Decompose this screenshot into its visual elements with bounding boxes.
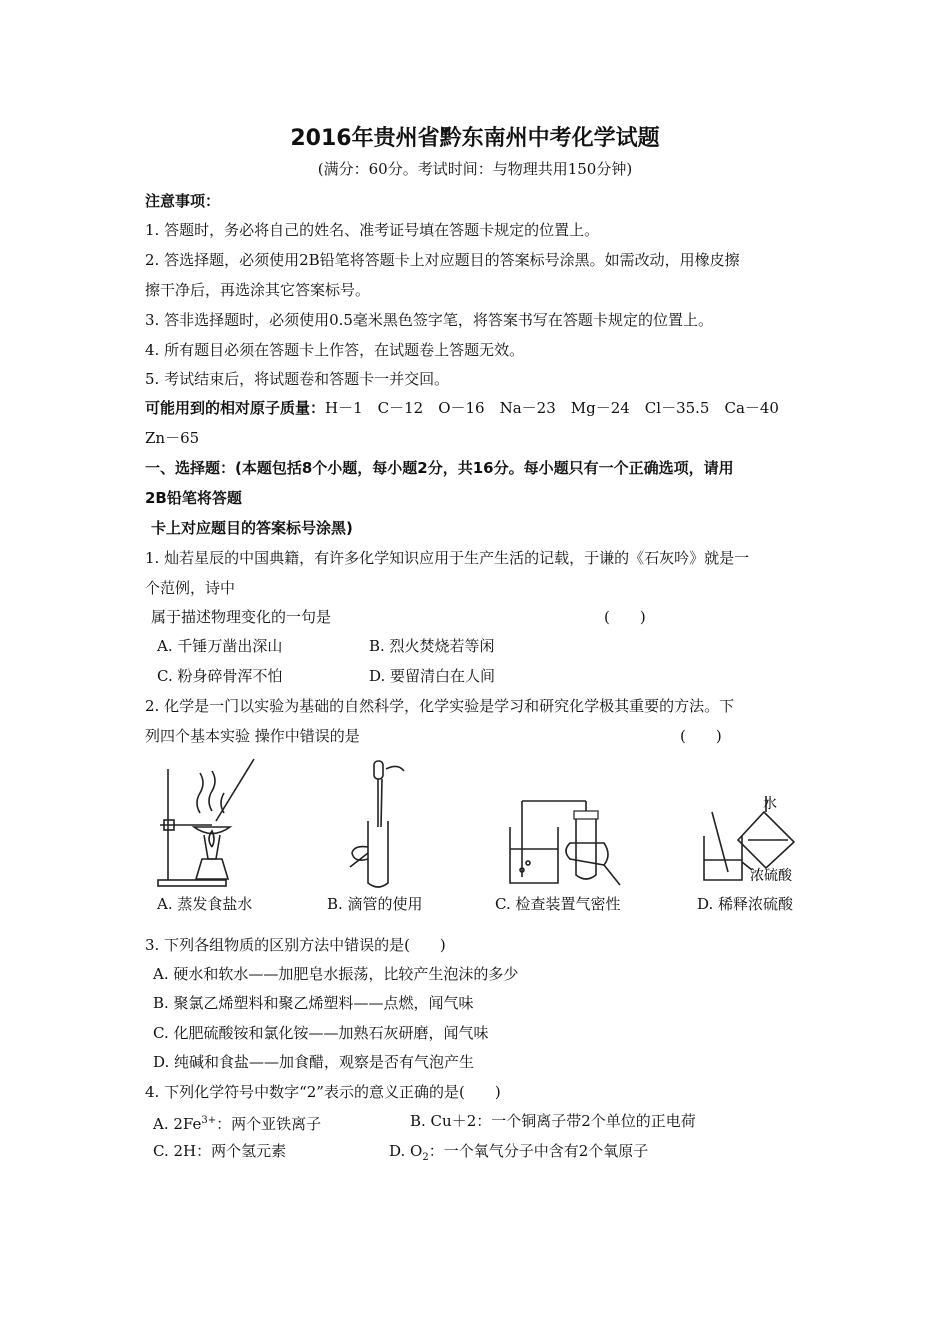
q4-option-a-text: ：两个亚铁离子 <box>216 1115 322 1133</box>
q4-option-d-subscript: 2 <box>422 1152 429 1163</box>
evaporation-figure <box>150 755 270 890</box>
q1-stem-cont: 个范例，诗中 <box>145 579 236 597</box>
atomic-mass-label: 可能用到的相对原子质量： <box>145 399 326 417</box>
q4-option-b: B. Cu＋2：一个铜离子带2个单位的正电荷 <box>410 1112 696 1130</box>
q1-stem-cont: 属于描述物理变化的一句是 <box>151 608 332 626</box>
note-item: 1. 答题时，务必将自己的姓名、准考证号填在答题卡规定的位置上。 <box>145 221 600 239</box>
page-subtitle: (满分：60分。考试时间：与物理共用150分钟) <box>317 160 633 178</box>
q3-option-b: B. 聚氯乙烯塑料和聚乙烯塑料——点燃，闻气味 <box>153 994 474 1012</box>
q4-option-d-formula: D. O <box>389 1142 423 1160</box>
q2-stem: 2. 化学是一门以实验为基础的自然科学，化学实验是学习和研究化学极其重要的方法。下 <box>145 697 735 715</box>
q4-option-a-formula: A. 2Fe <box>153 1115 202 1133</box>
q3-option-d: D. 纯碱和食盐——加食醋，观察是否有气泡产生 <box>153 1053 475 1071</box>
q4-option-d-text: ：一个氧气分子中含有2个氧原子 <box>428 1142 649 1160</box>
note-item: 擦干净后，再选涂其它答案标号。 <box>145 281 371 299</box>
fig-caption-a: A. 蒸发食盐水 <box>157 895 253 913</box>
q1-stem: 1. 灿若星辰的中国典籍，有许多化学知识应用于生产生活的记载，于谦的《石灰吟》就是一 <box>145 549 750 567</box>
q1-answer-paren: ( ) <box>604 608 646 626</box>
airtightness-figure <box>500 755 640 890</box>
note-item: 2. 答选择题，必须使用2B铅笔将答题卡上对应题目的答案标号涂黑。如需改动，用橡皮擦 <box>145 251 740 269</box>
notes-heading: 注意事项： <box>145 192 221 210</box>
page-title: 2016年贵州省黔东南州中考化学试题 <box>290 126 660 151</box>
note-item: 3. 答非选择题时，必须使用0.5毫米黑色签字笔，将答案书写在答题卡规定的位置上。 <box>145 311 713 329</box>
atomic-mass-line <box>145 398 779 418</box>
dropper-figure <box>340 755 440 890</box>
fig-caption-c: C. 检查装置气密性 <box>495 895 621 913</box>
q4-option-a-charge: 3+ <box>201 1115 217 1126</box>
acid-label: 浓硫酸 <box>750 868 792 884</box>
q3-stem: 3. 下列各组物质的区别方法中错误的是( ) <box>145 936 446 954</box>
q4-option-d <box>389 1141 648 1168</box>
section1-heading-cont: 卡上对应题目的答案标号涂黑) <box>151 519 353 537</box>
q3-option-c: C. 化肥硫酸铵和氯化铵——加熟石灰研磨，闻气味 <box>153 1024 489 1042</box>
fig-caption-d: D. 稀释浓硫酸 <box>697 895 794 913</box>
q1-option-d: D. 要留清白在人间 <box>369 667 496 685</box>
atomic-mass-values: H－1 C－12 O－16 Na－23 Mg－24 Cl－35.5 Ca－40 <box>325 399 779 417</box>
q2-answer-paren: ( ) <box>680 727 722 745</box>
water-label: 水 <box>763 796 777 812</box>
note-item: 5. 考试结束后，将试题卷和答题卡一并交回。 <box>145 370 450 388</box>
fig-caption-b: B. 滴管的使用 <box>327 895 423 913</box>
q3-option-a: A. 硬水和软水——加肥皂水振荡，比较产生泡沫的多少 <box>153 965 519 983</box>
section1-heading: 一、选择题：(本题包括8个小题，每小题2分，共16分。每小题只有一个正确选项，请用 <box>145 459 734 477</box>
q2-stem-cont: 列四个基本实验 操作中错误的是 <box>145 727 360 745</box>
q4-option-a <box>153 1111 321 1134</box>
dilute-acid-figure <box>698 780 818 888</box>
section1-heading-cont: 2B铅笔将答题 <box>145 489 242 507</box>
note-item: 4. 所有题目必须在答题卡上作答，在试题卷上答题无效。 <box>145 341 525 359</box>
q1-option-c: C. 粉身碎骨浑不怕 <box>157 667 283 685</box>
q1-option-b: B. 烈火焚烧若等闲 <box>369 637 495 655</box>
q1-option-a: A. 千锤万凿出深山 <box>157 637 283 655</box>
atomic-mass-values-cont: Zn－65 <box>145 429 200 447</box>
q4-option-c: C. 2H：两个氢元素 <box>153 1142 287 1160</box>
q4-stem: 4. 下列化学符号中数字“2”表示的意义正确的是( ) <box>145 1083 501 1101</box>
